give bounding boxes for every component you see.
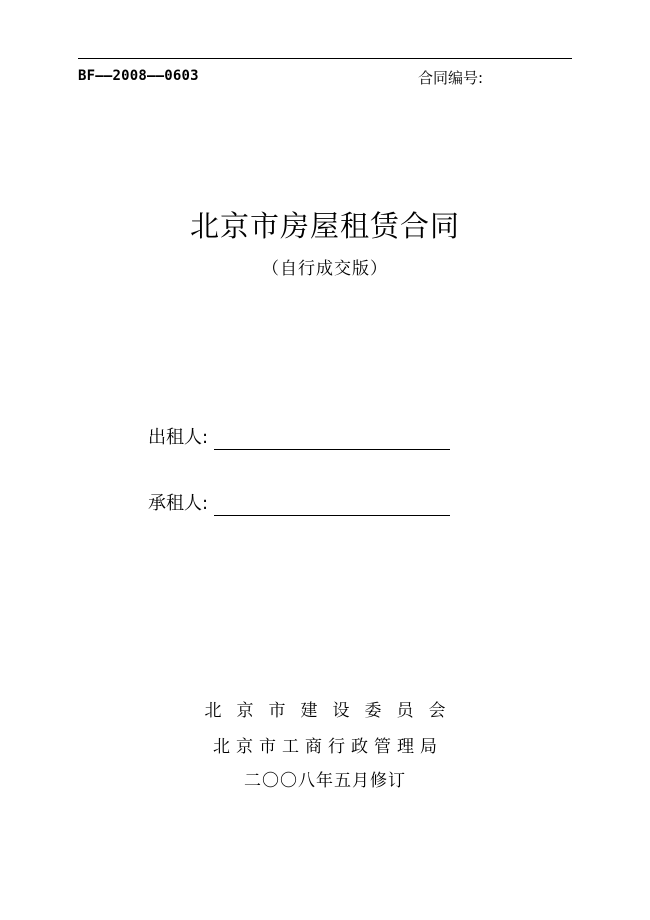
document-code: BF——2008——0603 — [78, 68, 199, 84]
document-title: 北京市房屋租赁合同 — [189, 209, 460, 243]
lessor-label: 出租人: — [148, 427, 209, 448]
header-rule — [78, 58, 572, 59]
revision-date: 二〇〇八年五月修订 — [244, 771, 406, 791]
issuer-industry-commerce-bureau: 北京市工商行政管理局 — [213, 737, 443, 757]
document-subtitle: （自行成交版） — [262, 259, 388, 279]
lessor-blank-line — [214, 429, 450, 450]
lessee-blank-line — [214, 495, 450, 516]
lessee-row — [148, 492, 450, 516]
lessee-label: 承租人: — [148, 493, 209, 514]
issuer-construction-commission: 北京市建设委员会 — [204, 701, 461, 721]
contract-number-label: 合同编号: — [418, 69, 484, 87]
lessor-row — [148, 426, 450, 450]
